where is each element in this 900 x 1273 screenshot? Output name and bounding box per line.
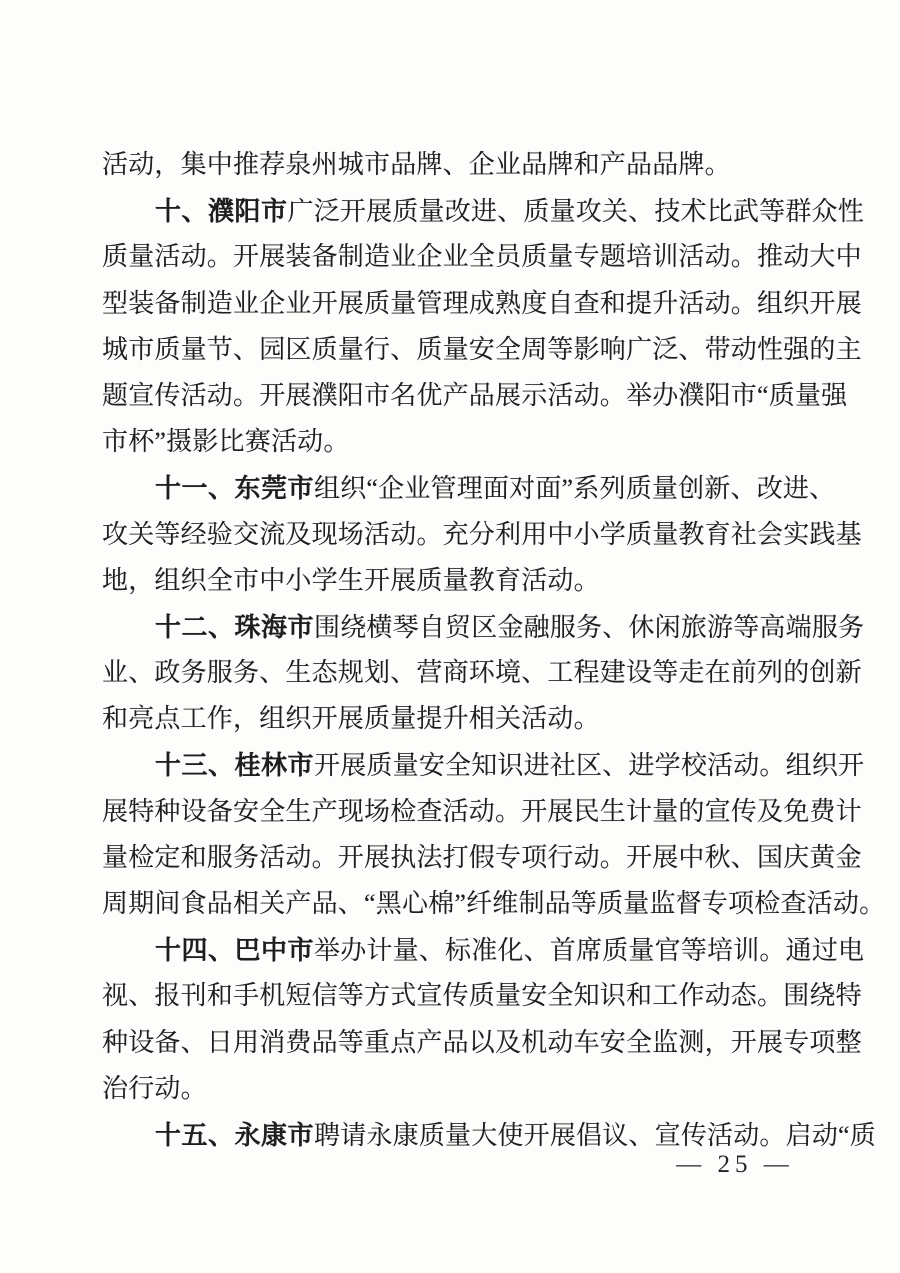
text-line xyxy=(102,142,810,188)
text-line xyxy=(102,696,810,742)
city-heading: 十、濮阳市 xyxy=(155,196,288,227)
body-text: 视、报刊和手机短信等方式宣传质量安全知识和工作动态。围绕特 xyxy=(102,981,862,1011)
text-line xyxy=(102,465,836,511)
text-line xyxy=(102,373,848,419)
body-text: 围绕横琴自贸区金融服务、休闲旅游等高端服务 xyxy=(314,612,865,642)
text-line xyxy=(102,789,862,835)
body-text: 型装备制造业企业开展质量管理成熟度自查和提升活动。组织开展 xyxy=(102,288,862,318)
body-text: 开展质量安全知识进社区、进学校活动。组织开 xyxy=(314,751,865,781)
city-heading: 十一、东莞市 xyxy=(155,473,315,504)
text-line xyxy=(102,927,865,973)
body-text: 量检定和服务活动。开展执法打假专项行动。开展中秋、国庆黄金 xyxy=(102,842,862,872)
body-text: 地，组织全市中小学生开展质量教育活动。 xyxy=(102,565,600,595)
body-text: 举办计量、标准化、首席质量官等培训。通过电 xyxy=(314,936,865,966)
body-text: 城市质量节、园区质量行、质量安全周等影响广泛、带动性强的主 xyxy=(102,334,862,364)
body-text: 攻关等经验交流及现场活动。充分利用中小学质量教育社会实践基 xyxy=(102,519,862,549)
text-line xyxy=(102,281,862,327)
text-line xyxy=(102,835,862,881)
text-line xyxy=(102,234,862,280)
page-number: — 25 — xyxy=(676,1151,794,1178)
body-text: 市杯”摄影比赛活动。 xyxy=(102,427,350,457)
body-text: 种设备、日用消费品等重点产品以及机动车安全监测，开展专项整 xyxy=(102,1027,862,1057)
text-line xyxy=(102,881,886,927)
body-text: 聘请永康质量大使开展倡议、宣传活动。启动“质 xyxy=(314,1120,876,1150)
text-line xyxy=(102,558,810,604)
city-heading: 十三、桂林市 xyxy=(155,750,315,781)
city-heading: 十四、巴中市 xyxy=(155,935,315,966)
body-text: 质量活动。开展装备制造业企业全员质量专题培训活动。推动大中 xyxy=(102,242,862,272)
text-line xyxy=(102,419,810,465)
text-line xyxy=(102,327,862,373)
body-text: 展特种设备安全生产现场检查活动。开展民生计量的宣传及免费计 xyxy=(102,796,862,826)
body-text: 治行动。 xyxy=(102,1073,207,1103)
city-heading: 十五、永康市 xyxy=(155,1119,315,1150)
text-line xyxy=(102,650,862,696)
body-text: 和亮点工作，组织开展质量提升相关活动。 xyxy=(102,704,600,734)
text-line xyxy=(102,973,862,1019)
text-line xyxy=(102,188,864,234)
body-text: 题宣传活动。开展濮阳市名优产品展示活动。举办濮阳市“质量强 xyxy=(102,380,848,410)
text-line xyxy=(102,1020,862,1066)
body-text: 业、政务服务、生态规划、营商环境、工程建设等走在前列的创新 xyxy=(102,658,862,688)
document-body xyxy=(102,142,886,1158)
body-text: 广泛开展质量改进、质量攻关、技术比武等群众性 xyxy=(287,197,864,227)
text-line xyxy=(102,1066,810,1112)
body-text: 组织“企业管理面对面”系列质量创新、改进、 xyxy=(314,474,836,504)
text-line xyxy=(102,742,865,788)
body-text: 活动，集中推荐泉州城市品牌、企业品牌和产品品牌。 xyxy=(102,150,731,179)
city-heading: 十二、珠海市 xyxy=(155,611,315,642)
text-line xyxy=(102,512,862,558)
body-text: 周期间食品相关产品、“黑心棉”纤维制品等质量监督专项检查活动。 xyxy=(102,889,886,918)
text-line xyxy=(102,604,865,650)
